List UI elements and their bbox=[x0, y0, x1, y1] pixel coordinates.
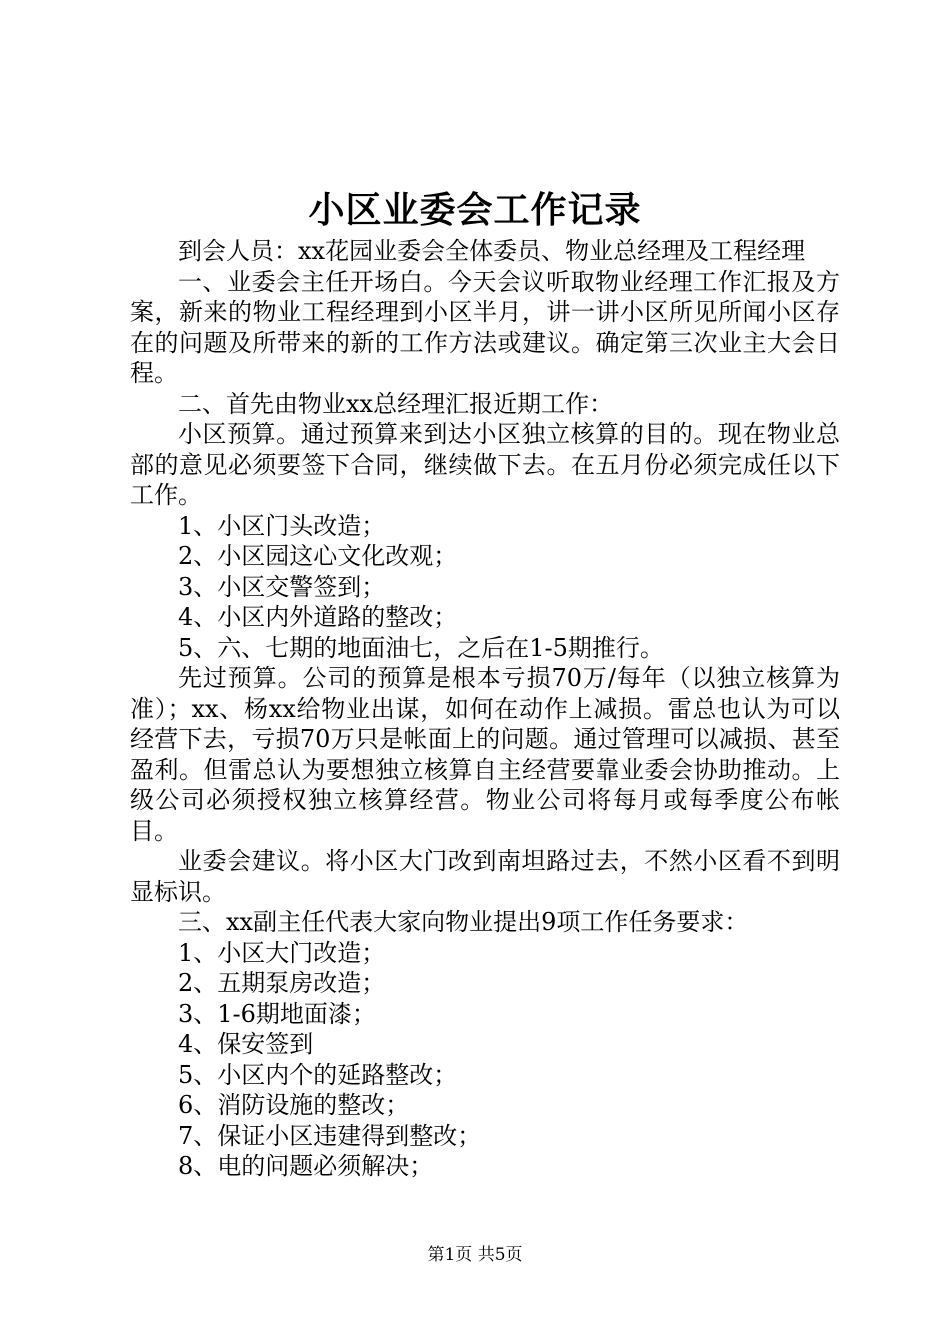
paragraph-attendees: 到会人员：xx花园业委会全体委员、物业总经理及工程经理 bbox=[178, 237, 806, 265]
list-item: 1、小区大门改造； bbox=[178, 938, 386, 967]
paragraph-suggestion: 业委会建议。将小区大门改到南坦路过去，不然小区看不到明显标识。 bbox=[130, 847, 840, 906]
paragraph-opening: 一、业委会主任开场白。今天会议听取物业经理工作汇报及方案，新来的物业工程经理到小区半月，讲一讲小区所见所闻小区存在的问题及所带来的新的工作方法或建议。确定第三次业主大会日程。 bbox=[130, 267, 840, 387]
list-item: 5、小区内个的延路整改； bbox=[178, 1060, 458, 1089]
list-item: 8、电的问题必须解决； bbox=[178, 1152, 434, 1180]
list-item: 2、小区园这心文化改观； bbox=[178, 542, 458, 570]
list-item: 4、小区内外道路的整改； bbox=[178, 603, 458, 631]
document-title: 小区业委会工作记录 bbox=[308, 189, 642, 231]
list-item: 7、保证小区违建得到整改； bbox=[178, 1121, 482, 1150]
list-item: 3、1-6期地面漆； bbox=[178, 999, 376, 1028]
list-item: 1、小区门头改造； bbox=[178, 511, 386, 540]
document-body bbox=[130, 236, 840, 1182]
paragraph-report-heading: 二、首先由物业xx总经理汇报近期工作： bbox=[178, 389, 614, 418]
paragraph-budget: 小区预算。通过预算来到达小区独立核算的目的。现在物业总部的意见必须要签下合同，继续做下去。在五月份必须完成任以下工作。 bbox=[130, 420, 840, 509]
list-item: 4、保安签到 bbox=[178, 1030, 314, 1058]
list-item: 6、消防设施的整改； bbox=[178, 1091, 410, 1119]
list-item: 2、五期泵房改造； bbox=[178, 969, 386, 997]
paragraph-requirements-heading: 三、xx副主任代表大家向物业提出9项工作任务要求： bbox=[178, 908, 749, 936]
paragraph-budget-detail: 先过预算。公司的预算是根本亏损70万/每年（以独立核算为准）；xx、杨xx给物业出谋，如何在动作上减损。雷总也认为可以经营下去，亏损70万只是帐面上的问题。通过管理可以减损、甚至盈利。但雷总认为要想独立核算自主经营要靠业委会协助推动。上级公司必须授权独立核算经营。物业公司将每月或每季度公布帐目。 bbox=[130, 664, 840, 845]
list-item: 3、小区交警签到； bbox=[178, 572, 386, 601]
list-item: 5、六、七期的地面油七，之后在1-5期推行。 bbox=[178, 633, 664, 662]
page-footer: 第1页 共5页 bbox=[427, 1245, 523, 1265]
